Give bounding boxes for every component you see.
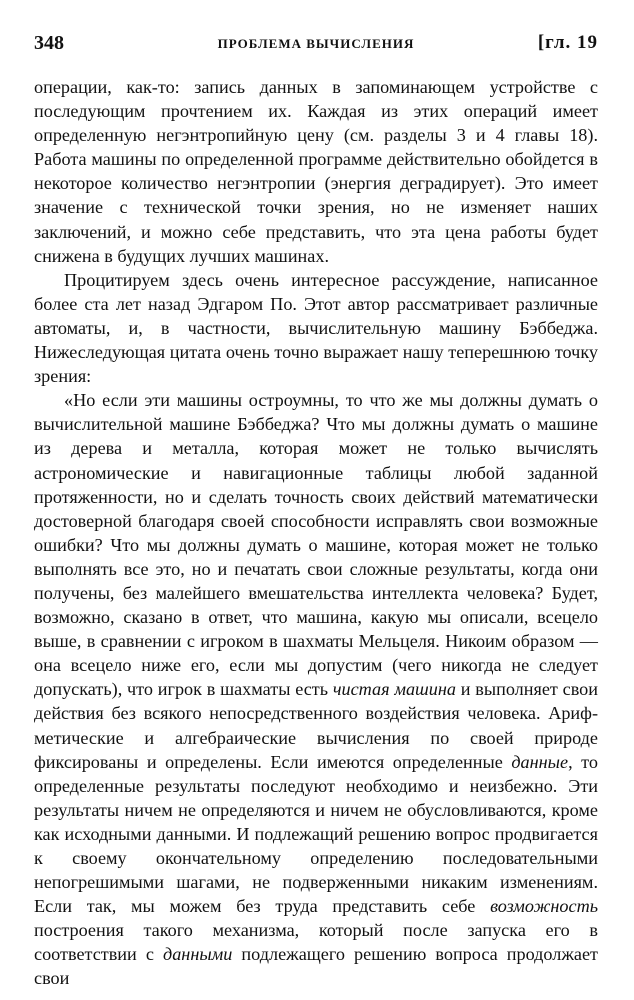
emphasized-text: чистая машина xyxy=(332,679,456,700)
body-text xyxy=(34,75,598,991)
book-page xyxy=(34,30,598,990)
text-run: операции, как-то: запись данных в запоминающем устройстве с последующим прочтением их. Каждая из этих операций имеет определенную негэнтропийную цену (см. разделы 3 и 4 главы 18). Работа машины по определенной программе действительно обойдется в некоторое количество негэнтропии (энергия деградирует). Это имеет значение с технической точки зрения, но не изменяет наших заключений, и можно себе представить, что эта цена работы будет снижена в будущих лучших машинах. xyxy=(34,77,598,266)
paragraph xyxy=(34,75,598,268)
text-run: и выполняет свои действия без всякого непосредственного воздействия человека. Арифметические и алгебраические вычисления по своей природе фиксированы и определены. Если имеются определенные xyxy=(34,679,599,772)
paragraph xyxy=(34,388,598,990)
text-run: подлежащего решению вопроса продолжает свои xyxy=(34,944,599,989)
page-number: 348 xyxy=(34,32,64,54)
emphasized-text: данные xyxy=(511,751,569,772)
text-run: «Но если эти машины остроумны, то что же мы должны думать о вычислительной машине Бэббеджа? Что мы должны думать о машине из дерева и металла, которая может не только вычислять астрономические и навигационные таблицы любой заданной протяженности, но и сделать точность своих действий математически достоверной благодаря своей способности исправлять свои возможные ошибки? Что мы должны думать о машине, которая может не только выполнять все это, но и печатать свои сложные результаты, когда они получены, без малейшего вмешательства интеллекта человека? Будет, возможно, сказано в ответ, что машина, какую мы описали, всецело выше, в сравнении с игроком в шахматы Мельцеля. Никоим образом — она всецело ниже его, если мы допустим (чего никогда не следует допускать), что игрок в шахматы есть xyxy=(34,390,598,700)
text-run: построения такого механизма, который после запуска его в соответствии с xyxy=(34,920,598,965)
chapter-reference: [гл. 19 xyxy=(537,32,598,53)
text-run: Процитируем здесь очень интересное рассуждение, написанное более ста лет назад Эдгаром По. Этот автор рассматривает различные автоматы, и, в частности, вычислительную машину Бэббеджа. Нижеследующая цитата очень точно выражает нашу теперешнюю точку зрения: xyxy=(34,269,598,387)
running-title: ПРОБЛЕМА ВЫЧИСЛЕНИЯ xyxy=(217,36,415,51)
paragraph xyxy=(34,268,598,388)
text-run: , то определенные результаты последуют необходимо и неизбежно. Эти результаты ничем не определяются и ничем не обусловливаются, кроме как исходными данными. И подлежащий решению вопрос продвигается к своему окончательному определению последовательными непогрешимыми шагами, не подверженными никаким изменениям. Если так, мы можем без труда представить себе xyxy=(34,751,598,917)
page-header xyxy=(34,30,598,60)
emphasized-text: возможность xyxy=(490,896,598,917)
emphasized-text: данными xyxy=(163,944,233,965)
